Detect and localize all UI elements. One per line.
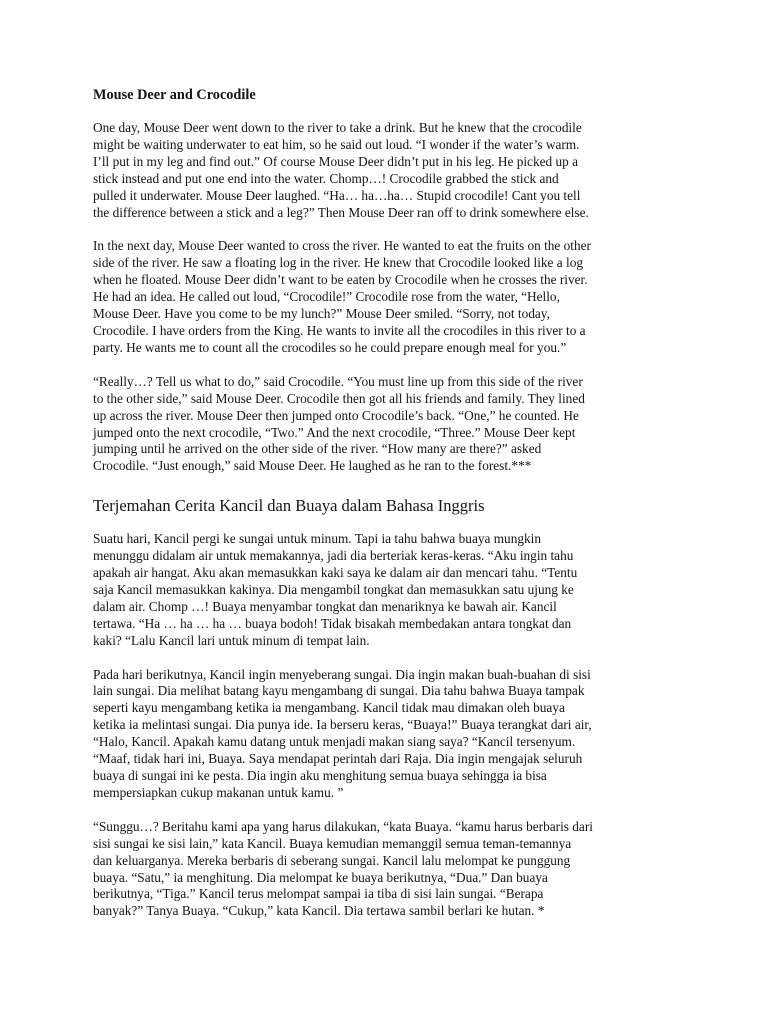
text-line: seperti kayu mengambang ketika ia mengambang. Kancil tidak mau dimakan oleh buaya xyxy=(93,700,565,716)
text-line: dan keluarganya. Mereka berbaris di seberang sungai. Kancil lalu melompat ke punggung xyxy=(93,852,571,868)
text-line: menunggu didalam air untuk memakannya, jadi dia berteriak keras-keras. “Aku ingin tahu xyxy=(93,548,574,564)
text-line: berikutnya, “Tiga.” Kancil terus melompat sampai ia tiba di sisi lain sungai. “Berapa xyxy=(93,886,544,902)
text-line: ketika ia melintasi sungai. Dia punya ide. Ia berseru keras, “Buaya!” Buaya terangkat dari air, xyxy=(93,717,592,733)
text-line: to the other side,” said Mouse Deer. Crocodile then got all his friends and family. They lined xyxy=(93,390,585,406)
text-line: party. He wants me to count all the crocodiles so he could prepare enough meal for you.” xyxy=(93,339,567,355)
text-line: Mouse Deer. Have you come to be my lunch?” Mouse Deer smiled. “Sorry, not today, xyxy=(93,306,550,322)
text-line: jumping until he arrived on the other side of the river. “How many are there?” asked xyxy=(93,441,542,457)
text-line: up across the river. Mouse Deer then jumped onto Crocodile’s back. “One,” he counted. He xyxy=(93,407,579,423)
text-line: side of the river. He saw a floating log in the river. He knew that Crocodile looked like a log xyxy=(93,255,584,271)
text-line: pulled it underwater. Mouse Deer laughed. “Ha… ha…ha… Stupid crocodile! Cant you tell xyxy=(93,187,581,203)
text-line: Suatu hari, Kancil pergi ke sungai untuk minum. Tapi ia tahu bahwa buaya mungkin xyxy=(93,531,541,547)
english-paragraph-2 xyxy=(93,238,693,356)
text-line: might be waiting underwater to eat him, so he said out loud. “I wonder if the water’s warm. xyxy=(93,136,580,152)
text-line: Crocodile. “Just enough,” said Mouse Deer. He laughed as he ran to the forest.*** xyxy=(93,458,532,474)
english-paragraph-3 xyxy=(93,374,693,475)
indonesian-paragraph-3 xyxy=(93,819,693,920)
text-line: “Maaf, tidak hari ini, Buaya. Saya mendapat perintah dari Raja. Dia ingin mengajak seluruh xyxy=(93,751,583,767)
english-paragraph-1 xyxy=(93,120,693,221)
text-line: “Sunggu…? Beritahu kami apa yang harus dilakukan, “kata Buaya. “kamu harus berbaris dari xyxy=(93,818,593,834)
text-line: I’ll put in my leg and find out.” Of course Mouse Deer didn’t put in his leg. He picked up a xyxy=(93,153,578,169)
translation-heading: Terjemahan Cerita Kancil dan Buaya dalam Bahasa Inggris xyxy=(93,496,485,516)
document-page xyxy=(93,86,693,937)
text-line: Crocodile. I have orders from the King. He wants to invite all the crocodiles in this river to a xyxy=(93,322,586,338)
text-line: buaya. “Satu,” ia menghitung. Dia melompat ke buaya berikutnya, “Dua.” Dan buaya xyxy=(93,869,548,885)
text-line: “Halo, Kancil. Apakah kamu datang untuk menjadi makan siang saya? “Kancil tersenyum. xyxy=(93,734,576,750)
text-line: stick instead and put one end into the water. Chomp…! Crocodile grabbed the stick and xyxy=(93,170,559,186)
text-line: In the next day, Mouse Deer wanted to cross the river. He wanted to eat the fruits on the other xyxy=(93,238,591,254)
indonesian-paragraph-2 xyxy=(93,667,693,802)
text-line: banyak?” Tanya Buaya. “Cukup,” kata Kancil. Dia tertawa sambil berlari ke hutan. * xyxy=(93,903,545,919)
text-line: jumped onto the next crocodile, “Two.” And the next crocodile, “Three.” Mouse Deer kept xyxy=(93,424,576,440)
story-title: Mouse Deer and Crocodile xyxy=(93,87,256,103)
text-line: kaki? “Lalu Kancil lari untuk minum di tempat lain. xyxy=(93,632,370,648)
text-line: saja Kancil memasukkan kakinya. Dia mengambil tongkat dan memasukkan satu ujung ke xyxy=(93,581,574,597)
indonesian-paragraph-1 xyxy=(93,531,693,649)
text-line: when he floated. Mouse Deer didn’t want to be eaten by Crocodile when he crosses the river. xyxy=(93,272,588,288)
text-line: buaya di sungai ini ke pesta. Dia ingin aku menghitung semua buaya sehingga ia bisa xyxy=(93,768,547,783)
text-line: dalam air. Chomp …! Buaya menyambar tongkat dan menariknya ke bawah air. Kancil xyxy=(93,598,557,614)
text-line: He had an idea. He called out loud, “Crocodile!” Crocodile rose from the water, “Hello, xyxy=(93,289,560,305)
text-line: “Really…? Tell us what to do,” said Crocodile. “You must line up from this side of the river xyxy=(93,373,583,389)
text-line: Pada hari berikutnya, Kancil ingin menyeberang sungai. Dia ingin makan buah-buahan di sisi xyxy=(93,666,591,682)
text-line: mempersiapkan cukup makanan untuk kamu. ” xyxy=(93,784,344,800)
text-line: the difference between a stick and a leg?” Then Mouse Deer ran off to drink somewhere else. xyxy=(93,204,589,220)
text-line: sisi sungai ke sisi lain,” kata Kancil. Buaya kemudian memanggil semua teman-temannya xyxy=(93,835,572,851)
text-line: apakah air hangat. Aku akan memasukkan kaki saya ke dalam air dan mencari tahu. “Tentu xyxy=(93,565,578,581)
text-line: One day, Mouse Deer went down to the river to take a drink. But he knew that the crocodile xyxy=(93,120,582,135)
text-line: lain sungai. Dia melihat batang kayu mengambang di sungai. Dia tahu bahwa Buaya tampak xyxy=(93,683,585,699)
text-line: tertawa. “Ha … ha … ha … buaya bodoh! Tidak bisakah membedakan antara tongkat dan xyxy=(93,615,572,631)
